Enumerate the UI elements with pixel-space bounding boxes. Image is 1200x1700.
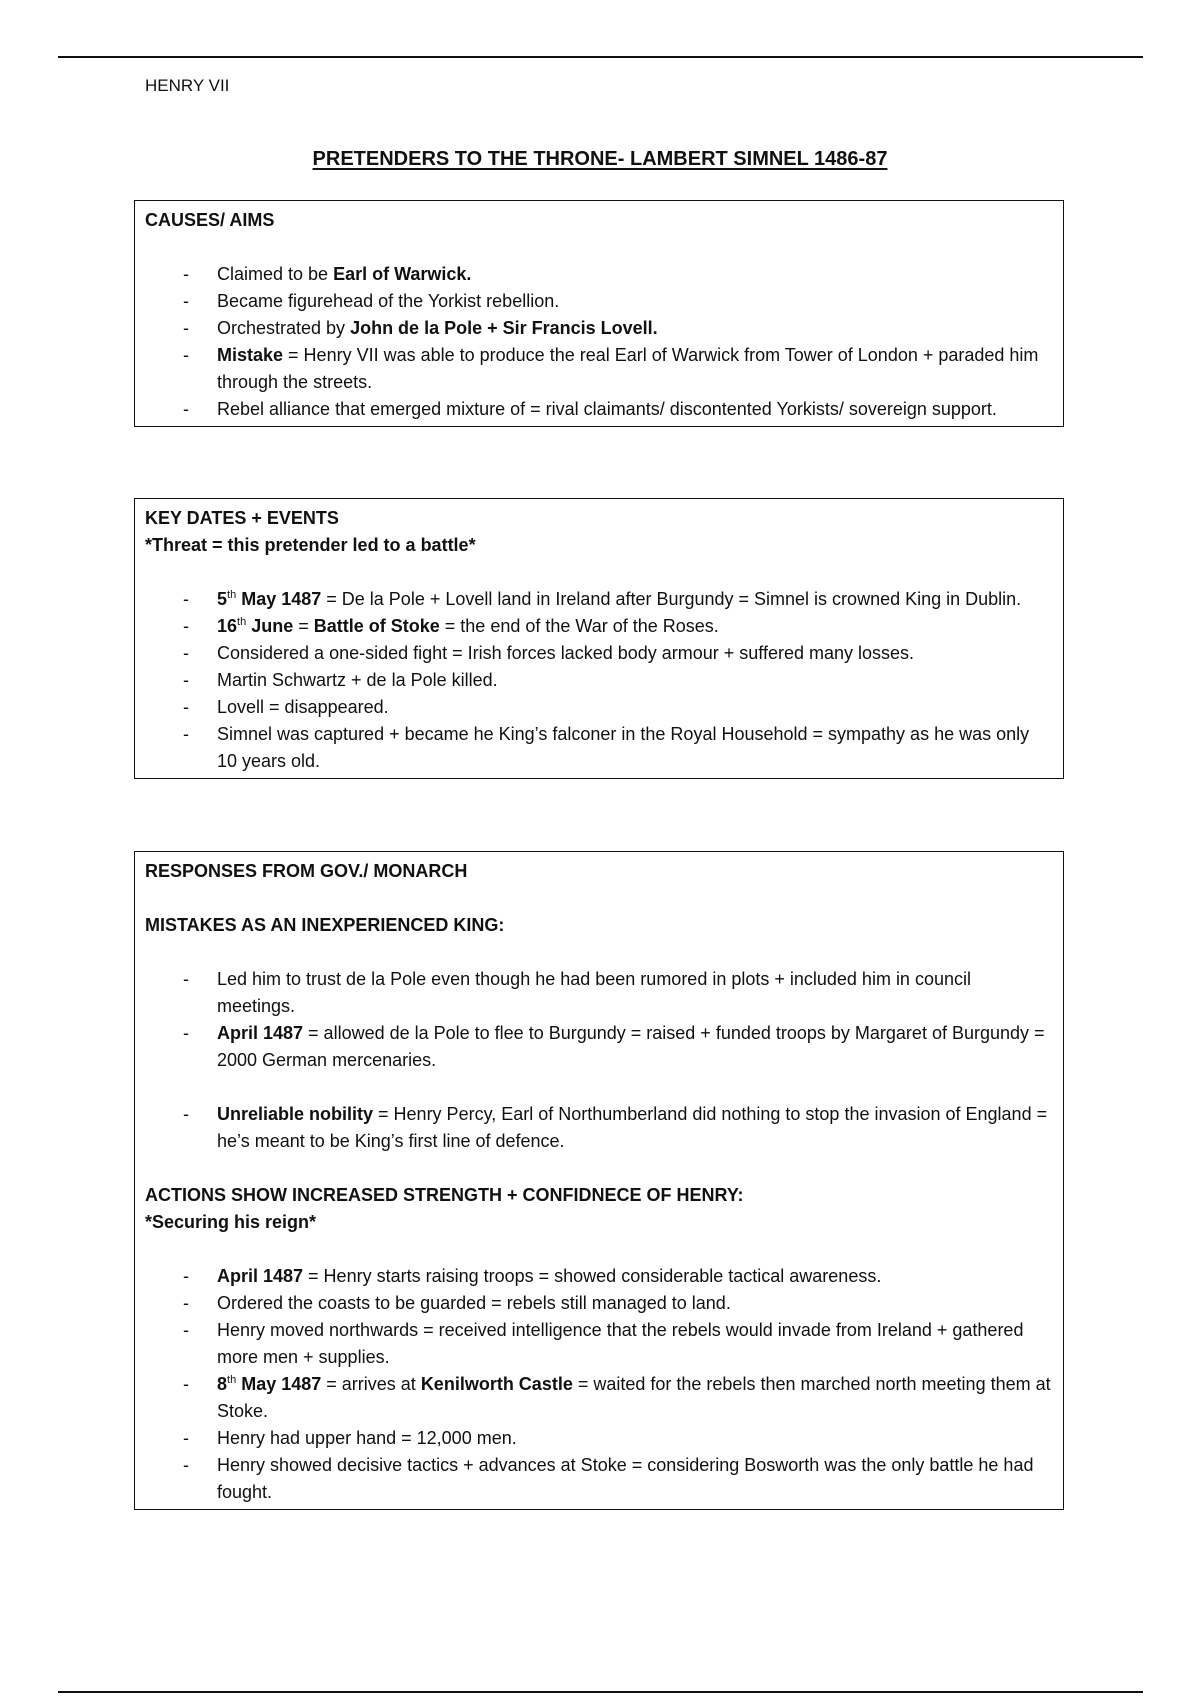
key-dates-box bbox=[134, 498, 1064, 779]
actions-list bbox=[145, 1263, 1053, 1506]
document-header: HENRY VII bbox=[145, 76, 230, 95]
key-dates-list bbox=[145, 586, 1053, 775]
list-item: - Simnel was captured + became he King’s falconer in the Royal Household = sympathy as he was only 10 years old. bbox=[145, 721, 1053, 775]
list-item: - Unreliable nobility = Henry Percy, Earl of Northumberland did nothing to stop the invasion of England = he’s meant to be King’s first line of defence. bbox=[145, 1101, 1053, 1155]
list-item: - 16th June = Battle of Stoke = the end of the War of the Roses. bbox=[145, 613, 1053, 640]
list-item: - Rebel alliance that emerged mixture of = rival claimants/ discontented Yorkists/ sovereign support. bbox=[145, 396, 1053, 423]
actions-subheading: *Securing his reign* bbox=[145, 1212, 317, 1232]
mistakes-heading: MISTAKES AS AN INEXPERIENCED KING: bbox=[145, 915, 505, 935]
list-item: - Claimed to be Earl of Warwick. bbox=[145, 261, 1053, 288]
list-item: - Mistake = Henry VII was able to produce the real Earl of Warwick from Tower of London + paraded him through the streets. bbox=[145, 342, 1053, 396]
top-rule bbox=[58, 56, 1143, 58]
causes-aims-box bbox=[134, 200, 1064, 427]
list-item: - April 1487 = allowed de la Pole to flee to Burgundy = raised + funded troops by Margaret of Burgundy = 2000 German mercenaries. bbox=[145, 1020, 1053, 1074]
list-item: - Became figurehead of the Yorkist rebellion. bbox=[145, 288, 1053, 315]
list-item: - Led him to trust de la Pole even though he had been rumored in plots + included him in council meetings. bbox=[145, 966, 1053, 1020]
list-item: - Martin Schwartz + de la Pole killed. bbox=[145, 667, 1053, 694]
list-item: - 5th May 1487 = De la Pole + Lovell land in Ireland after Burgundy = Simnel is crowned King in Dublin. bbox=[145, 586, 1053, 613]
list-item: - Lovell = disappeared. bbox=[145, 694, 1053, 721]
list-item: - Henry moved northwards = received intelligence that the rebels would invade from Ireland + gathered more men + supplies. bbox=[145, 1317, 1053, 1371]
list-item: - Henry had upper hand = 12,000 men. bbox=[145, 1425, 1053, 1452]
list-item: - April 1487 = Henry starts raising troops = showed considerable tactical awareness. bbox=[145, 1263, 1053, 1290]
bottom-rule bbox=[58, 1691, 1143, 1693]
list-item: - Orchestrated by John de la Pole + Sir Francis Lovell. bbox=[145, 315, 1053, 342]
actions-heading: ACTIONS SHOW INCREASED STRENGTH + CONFIDNECE OF HENRY: bbox=[145, 1185, 744, 1205]
key-dates-subheading: *Threat = this pretender led to a battle* bbox=[145, 535, 476, 555]
causes-heading: CAUSES/ AIMS bbox=[145, 210, 275, 230]
mistakes-list bbox=[145, 966, 1053, 1074]
list-item: - Ordered the coasts to be guarded = rebels still managed to land. bbox=[145, 1290, 1053, 1317]
list-item: - 8th May 1487 = arrives at Kenilworth Castle = waited for the rebels then marched north meeting them at Stoke. bbox=[145, 1371, 1053, 1425]
nobility-list bbox=[145, 1101, 1053, 1155]
key-dates-heading: KEY DATES + EVENTS bbox=[145, 508, 339, 528]
list-item: - Considered a one-sided fight = Irish forces lacked body armour + suffered many losses. bbox=[145, 640, 1053, 667]
page-title: PRETENDERS TO THE THRONE- LAMBERT SIMNEL 1486-87 bbox=[312, 148, 888, 170]
responses-heading: RESPONSES FROM GOV./ MONARCH bbox=[145, 861, 468, 881]
responses-box bbox=[134, 851, 1064, 1510]
list-item: - Henry showed decisive tactics + advances at Stoke = considering Bosworth was the only battle he had fought. bbox=[145, 1452, 1053, 1506]
causes-list bbox=[145, 261, 1053, 423]
